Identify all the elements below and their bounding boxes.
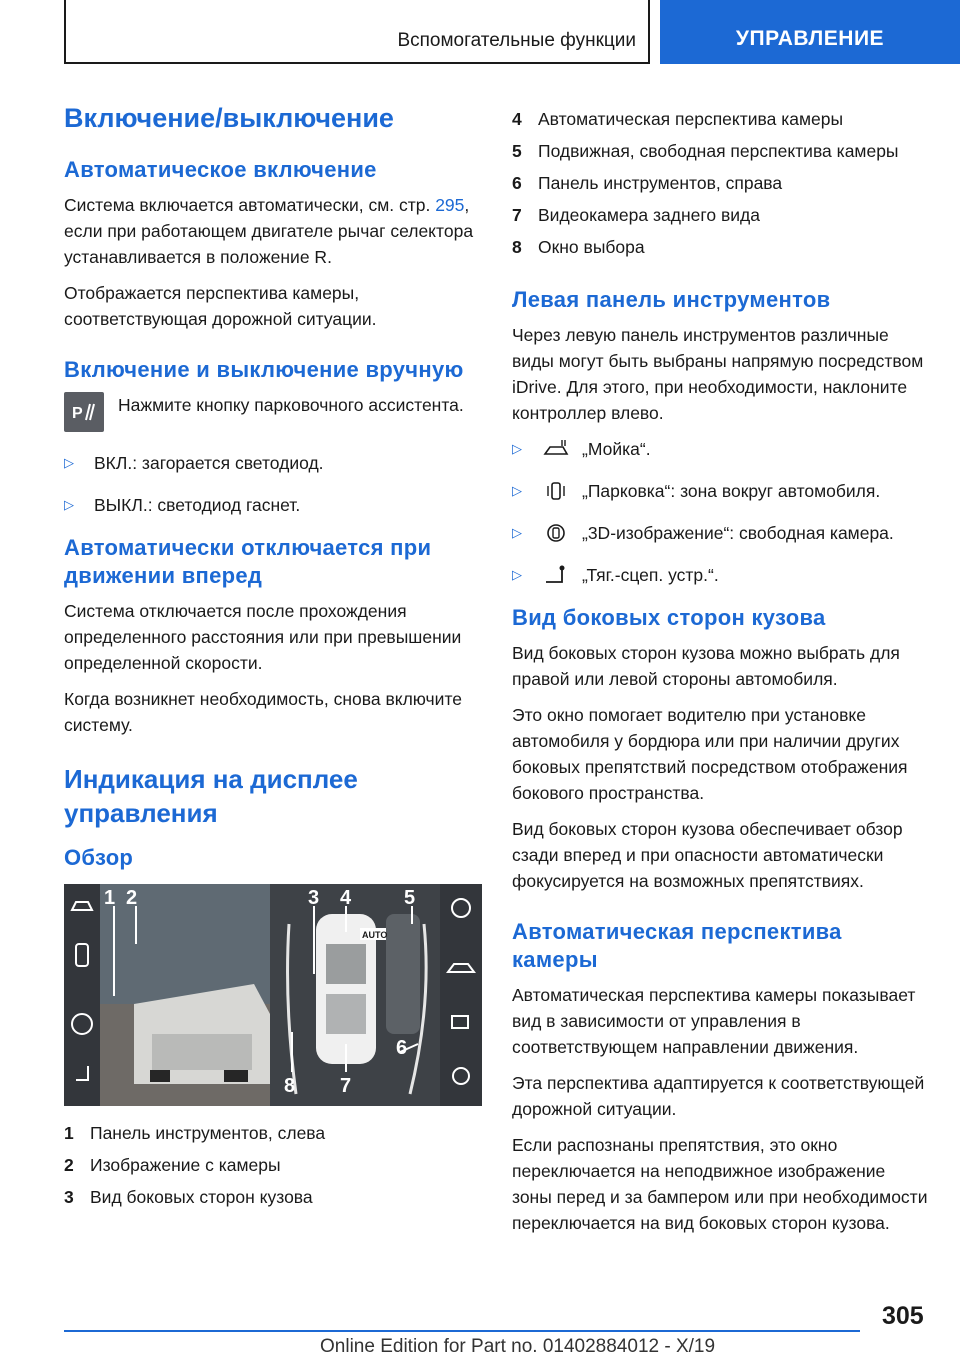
legend-item: 4 Автоматическая перспектива камеры [512,109,844,129]
legend-list-right [512,106,928,260]
footer-edition: Online Edition for Part no. 01402884012 - X/19 [320,1336,716,1357]
list-item: ▷ „3D-изображение“: свободная камера. [512,520,928,546]
legend-item: 6 Панель инструментов, справа [512,173,783,193]
left-panel-paragraph: Через левую панель инструментов различные виды могут быть выбраны напрямую посредством iDrive. Для этого, при необходимости, наклоните контроллер влево. [512,325,924,423]
callout-5: 5 [404,887,416,909]
auto-off-paragraph-2: Когда возникнет необходимость, снова включите систему. [64,689,462,735]
list-item: ▷ „Парковка“: зона вокруг автомобиля. [512,478,928,504]
parking-button-row [64,392,482,432]
auto-on-p1-pre: Система включается автоматически, см. стр. [64,195,436,215]
triangle-bullet-icon: ▷ [512,567,522,582]
header-chapter-tab[interactable]: УПРАВЛЕНИЕ [660,0,960,64]
trailer-hitch-icon [542,564,570,586]
overview-heading: Обзор [64,845,134,870]
overview-screen-image [64,884,482,1106]
callout-4: 4 [340,887,352,909]
auto-off-heading: Автоматически отключается при движении вперед [64,535,432,588]
callout-1: 1 [104,887,116,909]
parking-assistant-button-icon [64,392,104,432]
left-panel-list [512,436,928,588]
manual-heading: Включение и выключение вручную [64,357,464,382]
callout-7: 7 [340,1075,352,1097]
list-item: ▷ ВКЛ.: загорается светодиод. [64,450,482,476]
callout-6: 6 [396,1037,408,1059]
legend-item: 1 Панель инструментов, слева [64,1123,326,1143]
list-item: ▷ „Мойка“. [512,436,928,462]
callout-3: 3 [308,887,320,909]
list-item: ▷ ВЫКЛ.: светодиод гаснет. [64,492,482,518]
legend-item: 8 Окно выбора [512,237,645,257]
triangle-bullet-icon: ▷ [64,497,74,512]
page-number: 305 [882,1302,924,1330]
display-heading: Индикация на дисплее управления [64,764,358,828]
page-title: Включение/выключение [64,103,394,133]
right-column [512,106,928,1246]
auto-perspective-paragraph-3: Если распознаны препятствия, это окно переключается на неподвижное изображение зоны перед и за бампером или при необходимости переключается на вид боковых сторон кузова. [512,1135,928,1233]
auto-perspective-paragraph-1: Автоматическая перспектива камеры показывает вид в зависимости от управления в соответствующем направлении движения. [512,985,916,1057]
list-item: ▷ „Тяг.-сцеп. устр.“. [512,562,928,588]
side-view-heading: Вид боковых сторон кузова [512,605,826,630]
footer-divider [64,1330,860,1332]
side-view-paragraph-3: Вид боковых сторон кузова обеспечивает обзор сзади вперед и при опасности автоматически фокусируется на возможных препятствиях. [512,819,903,891]
left-panel-heading: Левая панель инструментов [512,287,831,312]
legend-item: 3 Вид боковых сторон кузова [64,1187,313,1207]
triangle-bullet-icon: ▷ [64,455,74,470]
auto-perspective-paragraph-2: Эта перспектива адаптируется к соответствующей дорожной ситуации. [512,1073,925,1119]
auto-on-p1-post: , если при работающем двигателе рычаг селектора устанавливается в положение R. [64,195,474,267]
triangle-bullet-icon: ▷ [512,441,522,456]
auto-on-paragraph-2: Отображается перспектива камеры, соответствующая дорожной ситуации. [64,283,377,329]
legend-item: 2 Изображение с камеры [64,1155,281,1175]
triangle-bullet-icon: ▷ [512,525,522,540]
header-frame [64,0,650,64]
auto-perspective-label: AUTO [362,930,388,940]
manual-list [64,450,482,518]
auto-on-heading: Автоматическое включение [64,157,377,182]
auto-on-paragraph-1 [64,192,482,270]
car-wash-icon [542,438,570,460]
legend-list-left [64,1120,482,1210]
triangle-bullet-icon: ▷ [512,483,522,498]
parking-icon [542,480,570,502]
side-view-paragraph-1: Вид боковых сторон кузова можно выбрать для правой или левой стороны автомобиля. [512,643,900,689]
auto-off-paragraph-1: Система отключается после прохождения определенного расстояния или при превышении определенной скорости. [64,601,462,673]
legend-item: 7 Видеокамера заднего вида [512,205,760,225]
page-link-295[interactable]: 295 [435,195,465,215]
parking-button-text: Нажмите кнопку парковочного ассистента. [118,395,464,415]
side-view-paragraph-2: Это окно помогает водителю при установке автомобиля у бордюра или при наличии других боковых препятствий посредством отображения бокового пространства. [512,705,908,803]
auto-perspective-heading: Автоматическая перспектива камеры [512,919,842,972]
callout-2: 2 [126,887,138,909]
svg-text:P: P [72,405,83,422]
3d-view-icon [542,522,570,544]
left-column [64,100,482,1222]
callout-8: 8 [284,1075,296,1097]
header-section-title: Вспомогательные функции [397,30,636,51]
legend-item: 5 Подвижная, свободная перспектива камеры [512,141,899,161]
